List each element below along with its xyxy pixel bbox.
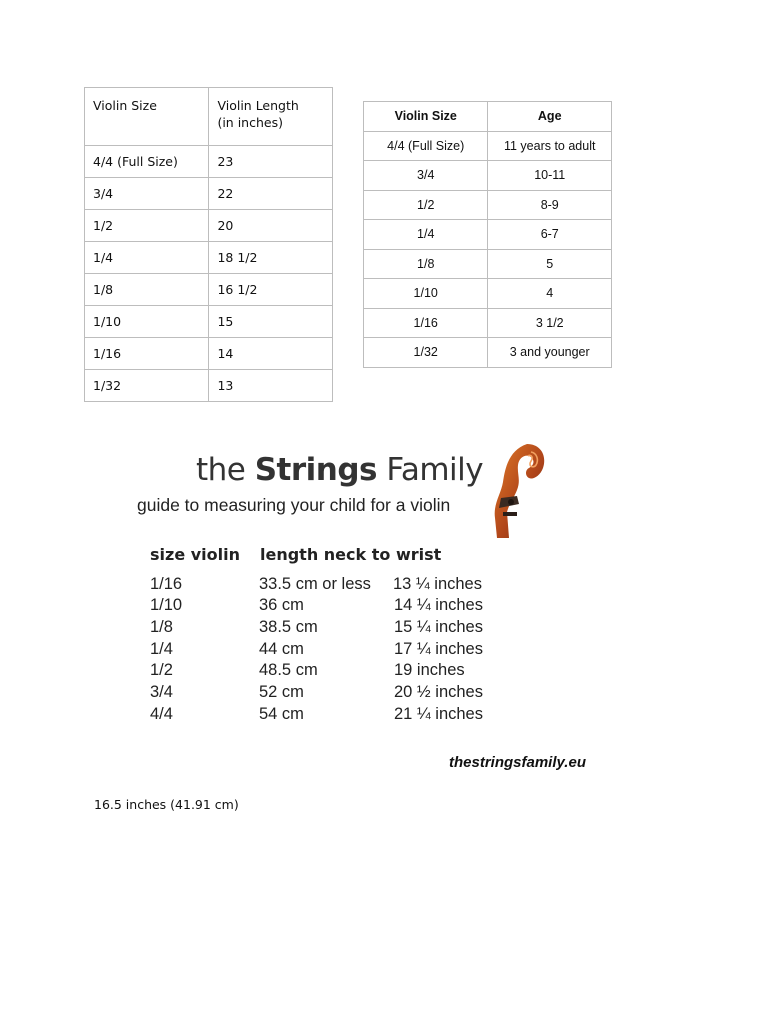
header-cell-size: Violin Size: [85, 88, 209, 146]
table-row: [364, 220, 612, 250]
website-link[interactable]: thestringsfamily.eu: [449, 754, 586, 771]
size-cell: 1/10: [364, 279, 488, 309]
size-cell: 1/8: [364, 249, 488, 279]
guide-size: 1/2: [150, 661, 173, 679]
guide-cm: 54 cm: [259, 705, 304, 723]
guide-cm: 44 cm: [259, 640, 304, 658]
age-cell: 3 and younger: [488, 338, 612, 368]
table-row: [364, 308, 612, 338]
length-cell: 18 1/2: [209, 242, 333, 274]
length-cell: 15: [209, 306, 333, 338]
table-row: [85, 210, 333, 242]
length-cell: 23: [209, 146, 333, 178]
guide-size: 4/4: [150, 705, 173, 723]
brand-bold: Strings: [254, 452, 378, 488]
age-cell: 11 years to adult: [488, 131, 612, 161]
size-cell: 1/16: [85, 338, 209, 370]
age-cell: 10-11: [488, 161, 612, 191]
guide-inches: 17 ¼ inches: [394, 640, 483, 658]
size-cell: 1/2: [364, 190, 488, 220]
guide-cm: 48.5 cm: [259, 661, 318, 679]
guide-cm: 38.5 cm: [259, 618, 318, 636]
age-cell: 8-9: [488, 190, 612, 220]
length-cell: 20: [209, 210, 333, 242]
guide-inches: 19 inches: [394, 661, 465, 679]
guide-size: 1/8: [150, 618, 173, 636]
table-row: [364, 190, 612, 220]
guide-cm: 33.5 cm or less: [259, 575, 371, 593]
header-cell-size: Violin Size: [364, 102, 488, 132]
header-length-line1: Violin Length: [217, 98, 299, 113]
length-cell: 14: [209, 338, 333, 370]
size-cell: 1/32: [85, 370, 209, 402]
size-cell: 4/4 (Full Size): [364, 131, 488, 161]
table-row: [85, 370, 333, 402]
size-cell: 4/4 (Full Size): [85, 146, 209, 178]
table-row: [364, 338, 612, 368]
table-header-row: [85, 88, 333, 146]
header-length-line2: (in inches): [217, 115, 283, 130]
guide-inches: 13 ¼ inches: [393, 575, 482, 593]
brand-title: [196, 452, 483, 488]
table-row: [364, 161, 612, 191]
length-cell: 13: [209, 370, 333, 402]
guide-size: 1/10: [150, 596, 183, 614]
violin-length-table: [84, 87, 333, 402]
guide-inches: 14 ¼ inches: [394, 596, 483, 614]
measurement-note: 16.5 inches (41.91 cm): [94, 797, 239, 812]
length-cell: 22: [209, 178, 333, 210]
size-cell: 1/16: [364, 308, 488, 338]
age-cell: 3 1/2: [488, 308, 612, 338]
guide-inches: 21 ¼ inches: [394, 705, 483, 723]
header-size-violin: size violin: [150, 545, 241, 564]
brand-tail: Family: [386, 452, 484, 488]
size-cell: 3/4: [85, 178, 209, 210]
size-cell: 1/2: [85, 210, 209, 242]
size-cell: 1/4: [85, 242, 209, 274]
guide-size: 3/4: [150, 683, 173, 701]
size-cell: 1/4: [364, 220, 488, 250]
age-cell: 5: [488, 249, 612, 279]
brand-light: the: [196, 452, 246, 488]
table-row: [85, 242, 333, 274]
violin-scroll-icon: [487, 438, 549, 538]
size-cell: 1/32: [364, 338, 488, 368]
guide-cm: 36 cm: [259, 596, 304, 614]
violin-age-table: [363, 101, 612, 368]
table-header-row: [364, 102, 612, 132]
table-row: [364, 131, 612, 161]
length-cell: 16 1/2: [209, 274, 333, 306]
header-cell-age: Age: [488, 102, 612, 132]
table-row: [85, 274, 333, 306]
size-cell: 3/4: [364, 161, 488, 191]
size-cell: 1/10: [85, 306, 209, 338]
size-cell: 1/8: [85, 274, 209, 306]
table-row: [85, 338, 333, 370]
age-cell: 4: [488, 279, 612, 309]
table-row: [364, 279, 612, 309]
guide-size: 1/16: [150, 575, 183, 593]
header-length-neck-wrist: length neck to wrist: [260, 545, 442, 564]
table-row: [85, 306, 333, 338]
table-row: [364, 249, 612, 279]
guide-inches: 15 ¼ inches: [394, 618, 483, 636]
guide-size: 1/4: [150, 640, 173, 658]
guide-tagline: guide to measuring your child for a violin: [137, 495, 451, 515]
guide-cm: 52 cm: [259, 683, 304, 701]
age-cell: 6-7: [488, 220, 612, 250]
guide-inches: 20 ½ inches: [394, 683, 483, 701]
header-cell-length: [209, 88, 333, 146]
table-row: [85, 146, 333, 178]
table-row: [85, 178, 333, 210]
